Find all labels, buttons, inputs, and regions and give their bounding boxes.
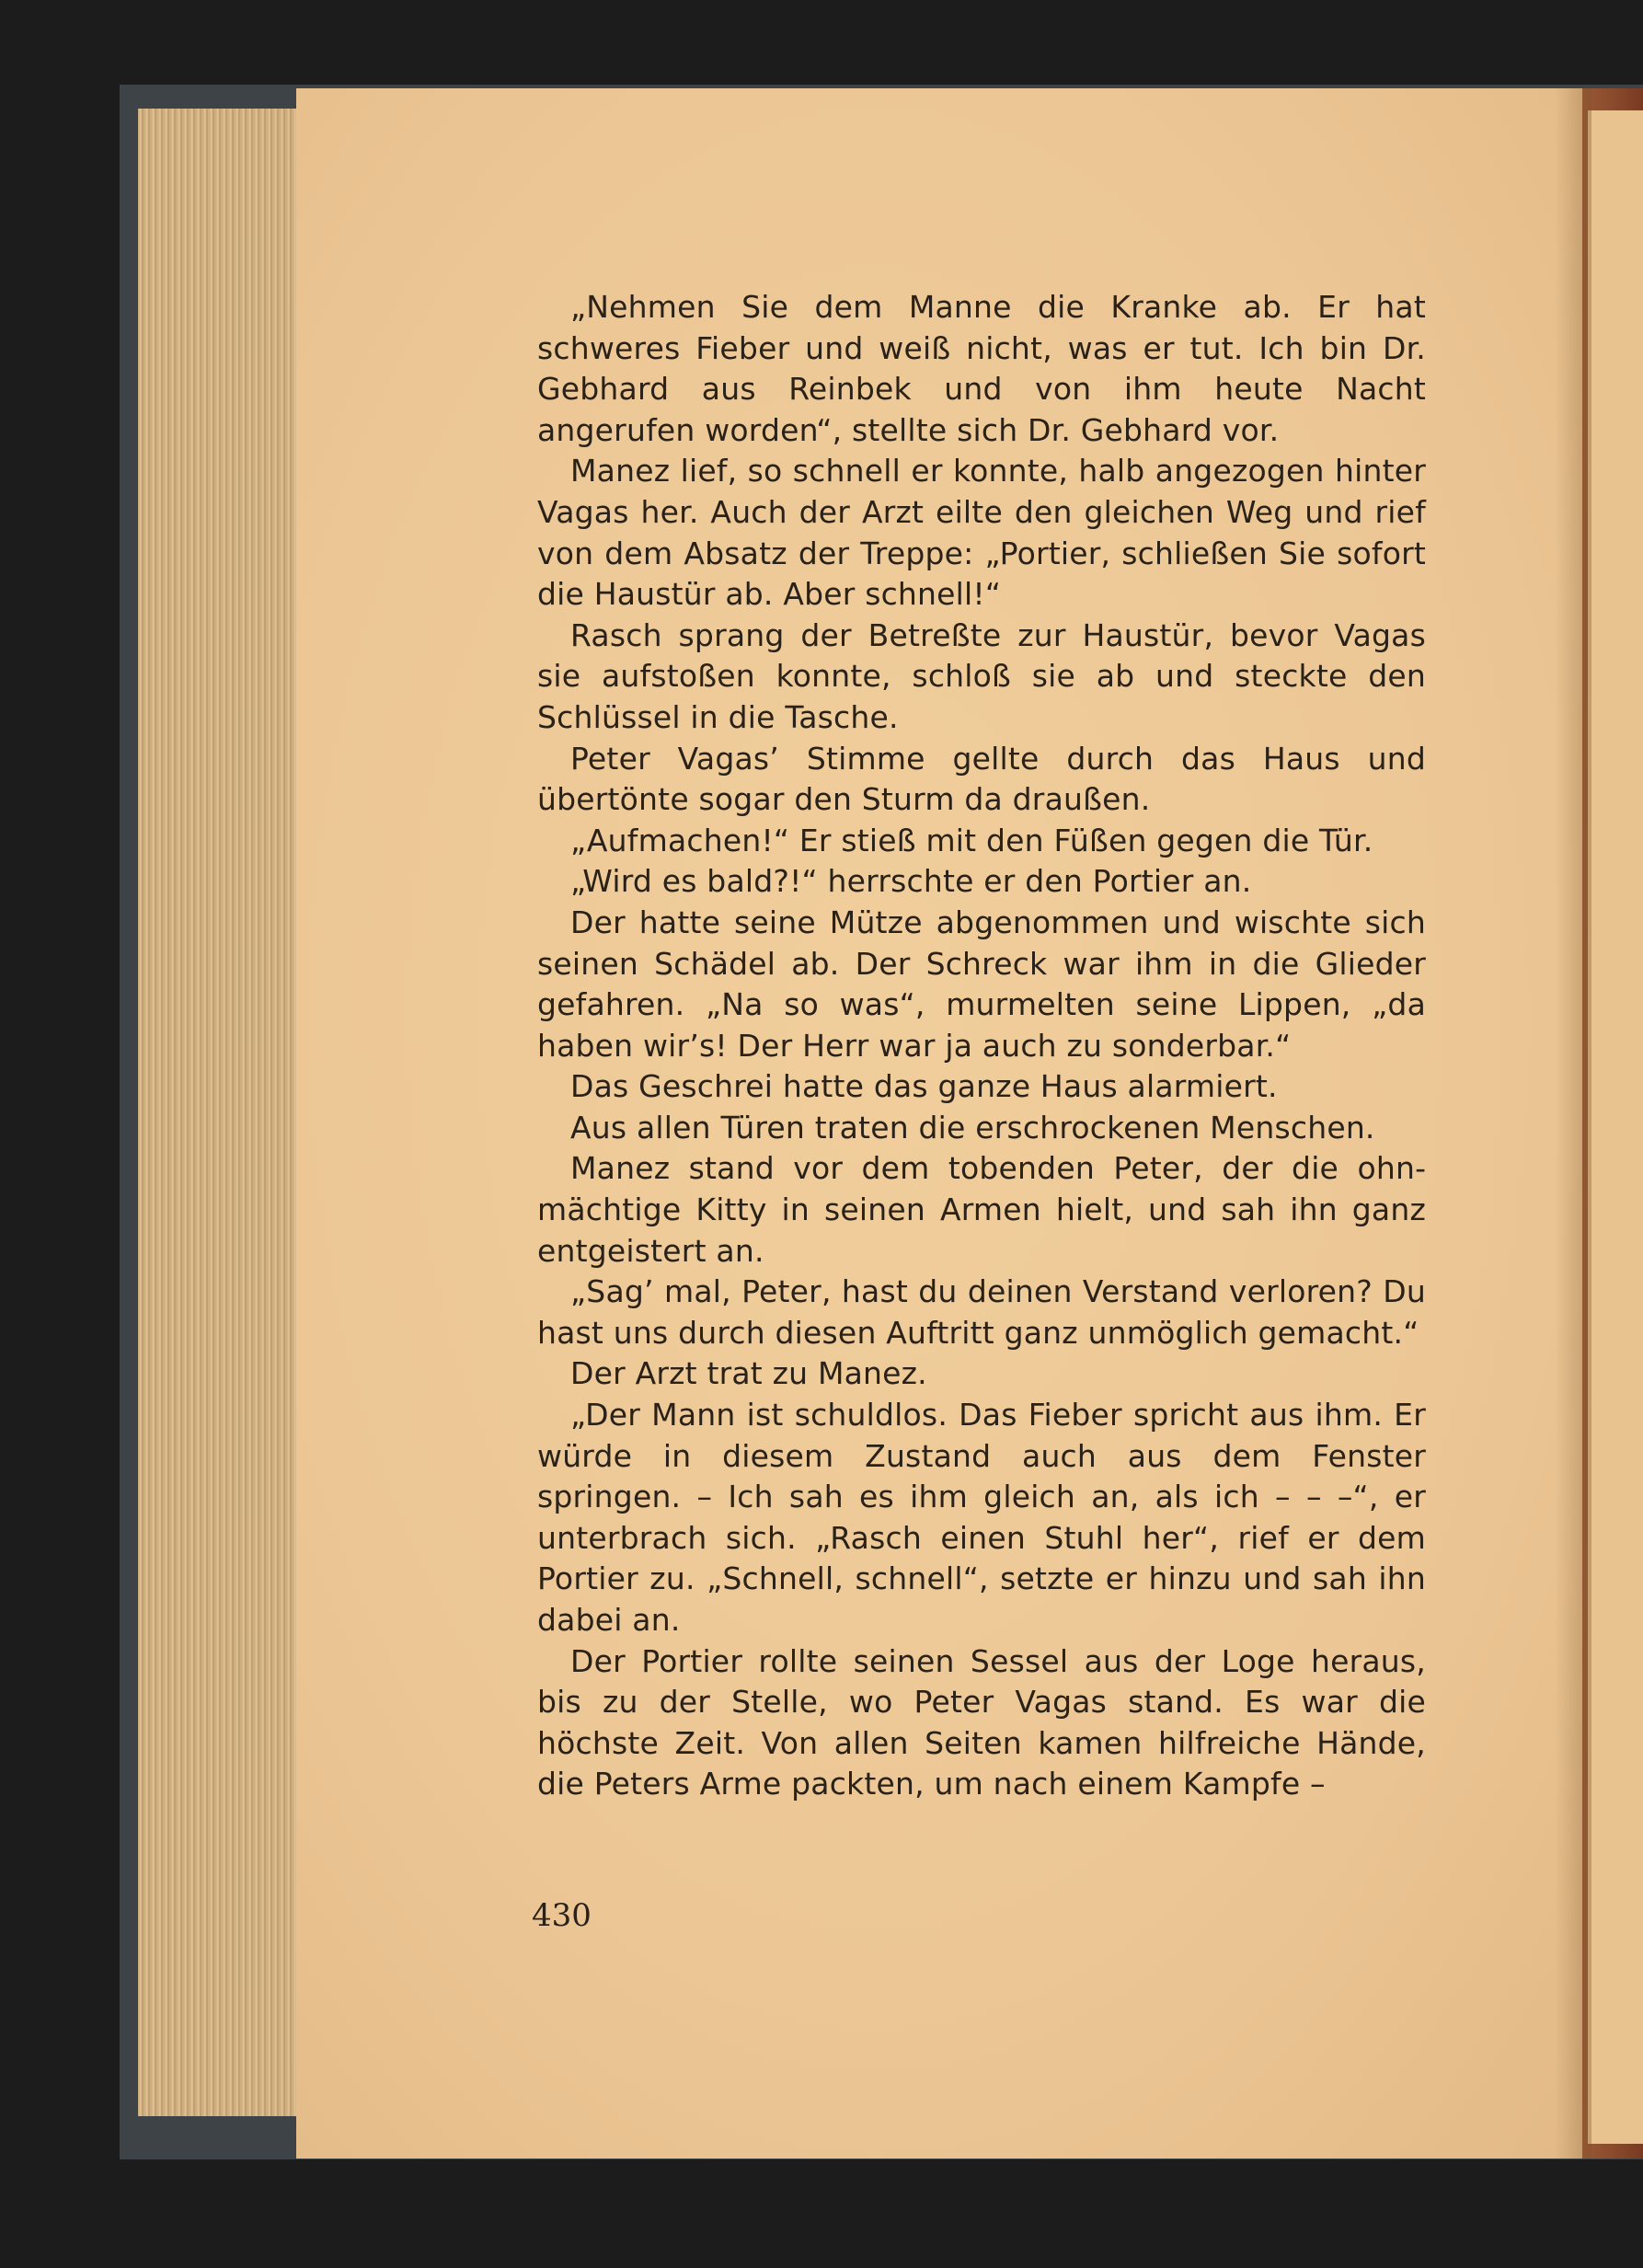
paragraph: Das Geschrei hatte das ganze Haus alarmiert.: [570, 1068, 1278, 1105]
page-edges: [138, 109, 313, 2116]
paragraph: „Wird es bald?!“ herrschte er den Portier an.: [570, 863, 1252, 900]
paragraph: Manez stand vor dem tobenden Peter, der die ohnmächtige Kitty in seinen Armen hielt, und sah ihn ganz entgeistert an.: [537, 1150, 1426, 1269]
page-gutter-shadow: [1555, 88, 1591, 2159]
paragraph: „Nehmen Sie dem Manne die Kranke ab. Er hat schweres Fieber und weiß nicht, was er tut. Ich bin Dr. Gebhard aus Reinbek und von ihm heute Nacht angerufen worden“, stellte sich Dr. Gebhard vor.: [537, 289, 1426, 448]
facing-page: [1588, 110, 1643, 2144]
paragraph: Der Arzt trat zu Manez.: [570, 1355, 927, 1392]
paragraph: Manez lief, so schnell er konnte, halb angezogen hinter Vagas her. Auch der Arzt eilte den gleichen Weg und rief von dem Absatz der Treppe: „Portier, schließen Sie sofort die Haustür ab. Aber schnell!“: [537, 453, 1426, 613]
paragraph: Der Portier rollte seinen Sessel aus der Loge heraus, bis zu der Stelle, wo Peter Vagas stand. Es war die höchste Zeit. Von allen Seiten kamen hilfreiche Hände, die Peters Arme packten, um nach einem Kampfe –: [537, 1642, 1426, 1802]
paragraph: „Der Mann ist schuldlos. Das Fieber spricht aus ihm. Er würde in diesem Zustand auch aus dem Fenster springen. – Ich sah es ihm gleich an, als ich – – –“, er unterbrach sich. „Rasch einen Stuhl her“, rief er dem Portier zu. „Schnell, schnell“, setzte er hinzu und sah ihn dabei an.: [537, 1397, 1426, 1638]
paragraph: Der hatte seine Mütze abgenommen und wischte sich seinen Schädel ab. Der Schreck war ihm in die Glieder gefahren. „Na so was“, murmelten seine Lippen, „da haben wir’s! Der Herr war ja auch zu sonderbar.“: [537, 904, 1426, 1064]
paragraph: „Sag’ mal, Peter, hast du deinen Verstand verloren? Du hast uns durch diesen Auftritt ganz unmöglich gemacht.“: [537, 1273, 1426, 1351]
paragraph: Aus allen Türen traten die erschrockenen Menschen.: [570, 1109, 1375, 1146]
paragraph: Rasch sprang der Betreßte zur Haustür, bevor Vagas sie aufstoßen konnte, schloß sie ab und steckte den Schlüssel in die Tasche.: [537, 616, 1426, 735]
paragraph: Peter Vagas’ Stimme gellte durch das Haus und übertönte sogar den Sturm da draußen.: [537, 740, 1426, 818]
paragraph: „Aufmachen!“ Er stieß mit den Füßen gegen die Tür.: [570, 822, 1373, 858]
body-text: [537, 287, 1426, 1805]
page-number: 430: [532, 1897, 592, 1934]
